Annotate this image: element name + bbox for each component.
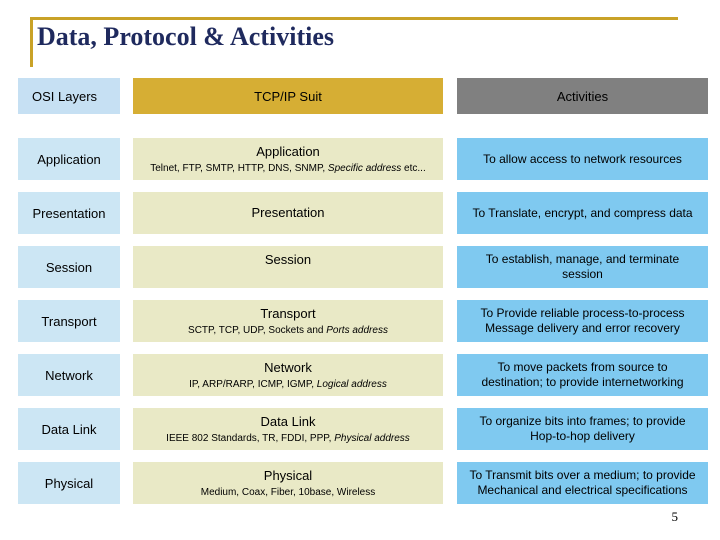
osi-layer-presentation: Presentation bbox=[18, 192, 120, 234]
tcp-layer-application bbox=[133, 138, 443, 180]
address-type: Physical address bbox=[334, 432, 410, 444]
address-type: Logical address bbox=[316, 378, 387, 390]
tcp-layer-name: Data Link bbox=[260, 413, 316, 429]
activity-application: To allow access to network resources bbox=[457, 138, 708, 180]
tcp-layer-name: Transport bbox=[260, 305, 316, 321]
protocol-list: Telnet, FTP, SMTP, HTTP, DNS, SNMP, bbox=[150, 162, 328, 174]
activity-transport: To Provide reliable process-to-process Message delivery and error recovery bbox=[457, 300, 708, 342]
tcp-protocols bbox=[188, 324, 388, 337]
activity-session: To establish, manage, and terminate session bbox=[457, 246, 708, 288]
activity-data-link: To organize bits into frames; to provide Hop-to-hop delivery bbox=[457, 408, 708, 450]
protocol-list: IEEE 802 Standards, TR, FDDI, PPP, bbox=[166, 432, 335, 444]
tcp-layer-transport bbox=[133, 300, 443, 342]
protocol-list: IP, ARP/RARP, ICMP, IGMP, bbox=[189, 378, 317, 390]
tcp-layer-physical bbox=[133, 462, 443, 504]
activity-presentation: To Translate, encrypt, and compress data bbox=[457, 192, 708, 234]
tcp-layer-name: Network bbox=[264, 359, 312, 375]
tcp-layer-name: Session bbox=[264, 252, 312, 267]
tcp-layer-presentation bbox=[133, 192, 443, 234]
page-number: 5 bbox=[671, 509, 678, 524]
activity-physical: To Transmit bits over a medium; to provide Mechanical and electrical specifications bbox=[457, 462, 708, 504]
activity-network: To move packets from source to destination; to provide internetworking bbox=[457, 354, 708, 396]
activities-header: Activities bbox=[457, 78, 708, 114]
protocol-tail: etc... bbox=[401, 162, 426, 174]
osi-layer-application: Application bbox=[18, 138, 120, 180]
tcp-protocols bbox=[166, 432, 410, 445]
protocol-list: SCTP, TCP, UDP, Sockets and bbox=[188, 324, 327, 336]
tcp-layer-data-link bbox=[133, 408, 443, 450]
tcpip-suit-header: TCP/IP Suit bbox=[133, 78, 443, 114]
osi-layer-data-link: Data Link bbox=[18, 408, 120, 450]
tcp-layer-name: Presentation bbox=[251, 205, 325, 220]
tcp-layer-session bbox=[133, 246, 443, 288]
tcp-protocols bbox=[201, 486, 376, 499]
tcp-layer-name: Application bbox=[256, 143, 320, 159]
osi-layer-session: Session bbox=[18, 246, 120, 288]
tcp-protocols bbox=[150, 162, 425, 175]
slide-title: Data, Protocol & Activities bbox=[37, 22, 334, 51]
tcp-layer-name: Physical bbox=[263, 467, 313, 483]
address-type: Specific address bbox=[327, 162, 402, 174]
protocol-list: Medium, Coax, Fiber, 10base, Wireless bbox=[200, 486, 376, 498]
osi-layer-transport: Transport bbox=[18, 300, 120, 342]
address-type: Ports address bbox=[326, 324, 388, 336]
tcp-layer-network bbox=[133, 354, 443, 396]
osi-layer-network: Network bbox=[18, 354, 120, 396]
osi-layer-physical: Physical bbox=[18, 462, 120, 504]
osi-layers-header: OSI Layers bbox=[18, 78, 120, 114]
tcp-protocols bbox=[189, 378, 387, 391]
